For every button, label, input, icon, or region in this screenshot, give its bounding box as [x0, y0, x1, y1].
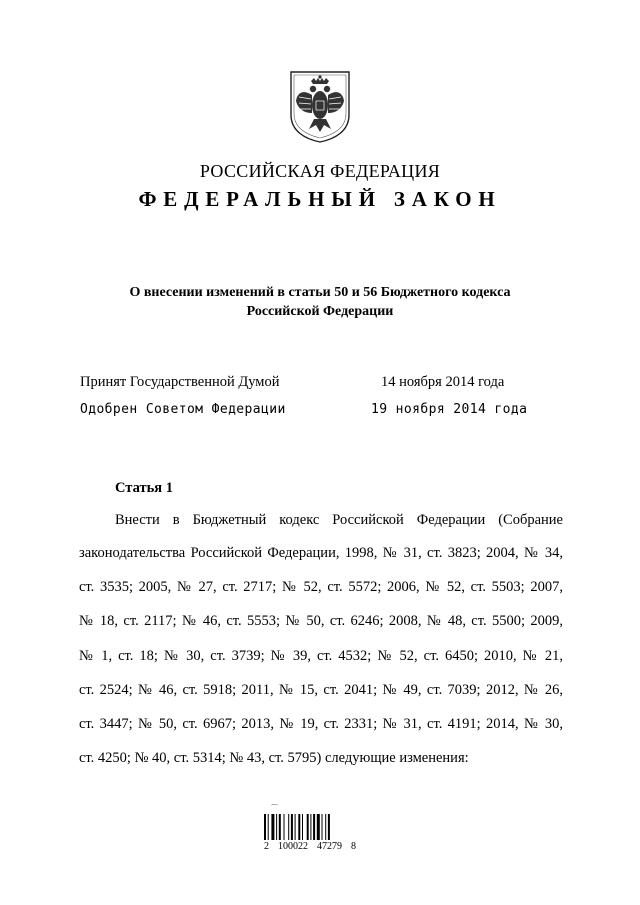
coat-of-arms-icon [287, 69, 353, 143]
article-text-line: Внести в Бюджетный кодекс Российской Федерации (Собрание [115, 512, 563, 528]
article-text-line: законодательства Российской Федерации, 1998, № 31, ст. 3823; 2004, № 34, [79, 545, 563, 561]
article-heading: Статья 1 [115, 480, 173, 496]
law-type-heading: ФЕДЕРАЛЬНЫЙ ЗАКОН [138, 187, 502, 211]
state-name: РОССИЙСКАЯ ФЕДЕРАЦИЯ [199, 161, 441, 181]
article-text-line: № 18, ст. 2117; № 46, ст. 5553; № 50, ст. 6246; 2008, № 48, ст. 5500; 2009, [79, 613, 563, 629]
barcode-icon [264, 814, 350, 840]
barcode-digit-group: 47279 [317, 841, 342, 852]
law-title-line: О внесении изменений в статьи 50 и 56 Бюджетного кодекса [129, 285, 511, 300]
law-title [80, 283, 560, 321]
article-text-line: ст. 2524; № 46, ст. 5918; 2011, № 15, ст. 2041; № 49, ст. 7039; 2012, № 26, [79, 682, 563, 698]
barcode-digit-group: 8 [351, 841, 356, 852]
article-text-line: ст. 3535; 2005, № 27, ст. 2717; № 52, ст. 5572; 2006, № 52, ст. 5503; 2007, [79, 579, 563, 595]
article-text-line: ст. 4250; № 40, ст. 5314; № 43, ст. 5795) следующие изменения: [79, 750, 469, 766]
council-approval-date: 19 ноября 2014 года [371, 402, 528, 417]
article-text-line: ст. 3447; № 50, ст. 6967; 2013, № 19, ст. 2331; № 31, ст. 4191; 2014, № 30, [79, 716, 563, 732]
barcode-number [264, 841, 356, 853]
article-text-line: № 1, ст. 18; № 30, ст. 3739; № 39, ст. 4532; № 52, ст. 6450; 2010, № 21, [79, 648, 563, 664]
duma-adoption-label: Принят Государственной Думой [80, 374, 280, 390]
council-approval-label: Одобрен Советом Федерации [80, 402, 286, 417]
law-title-line: Российской Федерации [246, 304, 394, 319]
barcode-digit-group: 2 [264, 841, 269, 852]
barcode-mark-icon: ⌒ [271, 804, 278, 812]
barcode-digit-group: 100022 [278, 841, 308, 852]
duma-adoption-date: 14 ноября 2014 года [381, 374, 505, 390]
